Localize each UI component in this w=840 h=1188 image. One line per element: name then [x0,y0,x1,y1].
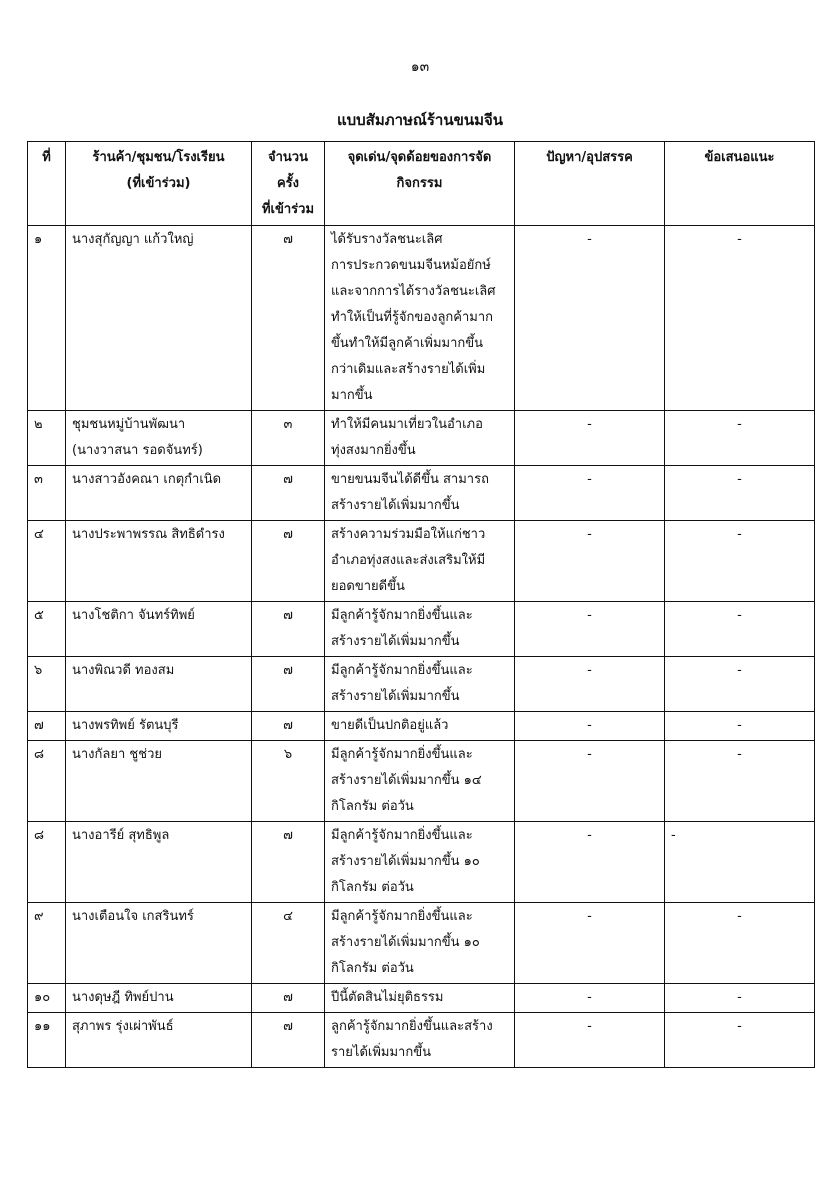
table-row [28,822,815,903]
cell-suggestions: - [665,822,815,903]
cell-no: ๗ [28,712,66,741]
cell-no: ๔ [28,521,66,602]
header-feedback: จุดเด่น/จุดด้อยของการจัด กิจกรรม [325,142,515,226]
cell-problems: - [515,1013,665,1068]
table-row [28,411,815,466]
cell-name: นางโชติกา จันทร์ทิพย์ [66,602,252,657]
cell-suggestions: - [665,226,815,411]
cell-problems: - [515,521,665,602]
cell-name: นางกัลยา ชูช่วย [66,741,252,822]
cell-no: ๖ [28,657,66,712]
cell-feedback: ลูกค้ารู้จักมากยิ่งขึ้นและสร้าง รายได้เพิ่มมากขึ้น [325,1013,515,1068]
cell-feedback: มีลูกค้ารู้จักมากยิ่งขึ้นและ สร้างรายได้เพิ่มมากขึ้น ๑๔ กิโลกรัม ต่อวัน [325,741,515,822]
cell-feedback: ปีนี้ตัดสินไม่ยุติธรรม [325,984,515,1013]
cell-count: ๗ [252,712,325,741]
cell-problems: - [515,411,665,466]
document-title: แบบสัมภาษณ์ร้านขนมจีน [336,111,504,129]
cell-name: นางประพาพรรณ สิทธิดำรง [66,521,252,602]
cell-count: ๗ [252,657,325,712]
cell-name: นางสุกัญญา แก้วใหญ่ [66,226,252,411]
header-suggestions: ข้อเสนอแนะ [665,142,815,226]
cell-feedback: มีลูกค้ารู้จักมากยิ่งขึ้นและ สร้างรายได้เพิ่มมากขึ้น [325,657,515,712]
header-count: จำนวน ครั้ง ที่เข้าร่วม [252,142,325,226]
page-number: ๑๓ [410,59,430,75]
cell-problems: - [515,712,665,741]
interview-table [27,141,815,1068]
cell-name: สุภาพร รุ่งเผ่าพันธ์ [66,1013,252,1068]
cell-feedback: มีลูกค้ารู้จักมากยิ่งขึ้นและ สร้างรายได้เพิ่มมากขึ้น [325,602,515,657]
cell-name: นางอารีย์ สุทธิพูล [66,822,252,903]
cell-name: ชุมชนหมู่บ้านพัฒนา (นางวาสนา รอดจันทร์) [66,411,252,466]
cell-feedback: ขายขนมจีนได้ดีขึ้น สามารถ สร้างรายได้เพิ่มมากขึ้น [325,466,515,521]
cell-no: ๓ [28,466,66,521]
cell-name: นางเตือนใจ เกสรินทร์ [66,903,252,984]
table-row [28,984,815,1013]
cell-no: ๒ [28,411,66,466]
cell-no: ๑๐ [28,984,66,1013]
cell-count: ๗ [252,466,325,521]
cell-count: ๗ [252,521,325,602]
cell-suggestions: - [665,521,815,602]
cell-count: ๗ [252,226,325,411]
cell-suggestions: - [665,466,815,521]
cell-problems: - [515,602,665,657]
cell-no: ๘ [28,741,66,822]
cell-no: ๑ [28,226,66,411]
cell-feedback: ขายดีเป็นปกติอยู่แล้ว [325,712,515,741]
table-row [28,226,815,411]
table-row [28,712,815,741]
table-row [28,466,815,521]
cell-problems: - [515,903,665,984]
cell-feedback: มีลูกค้ารู้จักมากยิ่งขึ้นและ สร้างรายได้เพิ่มมากขึ้น ๑๐ กิโลกรัม ต่อวัน [325,903,515,984]
cell-problems: - [515,822,665,903]
cell-suggestions: - [665,984,815,1013]
cell-count: ๔ [252,903,325,984]
cell-name: นางสาวอังคณา เกตุกำเนิด [66,466,252,521]
table-row [28,657,815,712]
header-problems: ปัญหา/อุปสรรค [515,142,665,226]
cell-count: ๖ [252,741,325,822]
header-no: ที่ [28,142,66,226]
cell-problems: - [515,466,665,521]
cell-name: นางพิณวดี ทองสม [66,657,252,712]
cell-no: ๑๑ [28,1013,66,1068]
cell-suggestions: - [665,411,815,466]
cell-feedback: มีลูกค้ารู้จักมากยิ่งขึ้นและ สร้างรายได้เพิ่มมากขึ้น ๑๐ กิโลกรัม ต่อวัน [325,822,515,903]
table-row [28,1013,815,1068]
table-header-row [28,142,815,226]
cell-count: ๗ [252,1013,325,1068]
cell-suggestions: - [665,903,815,984]
cell-problems: - [515,741,665,822]
cell-feedback: ได้รับรางวัลชนะเลิศ การประกวดขนมจีนหม้อยักษ์ และจากการได้รางวัลชนะเลิศ ทำให้เป็นที่รู้จักของลูกค้ามาก ขึ้นทำให้มีลูกค้าเพิ่มมากขึ้น กว่าเดิมและสร้างรายได้เพิ่ม มากขึ้น [325,226,515,411]
cell-name: นางดุษฎี ทิพย์ปาน [66,984,252,1013]
cell-name: นางพรทิพย์ รัตนบุรี [66,712,252,741]
cell-feedback: ทำให้มีคนมาเที่ยวในอำเภอ ทุ่งสงมากยิ่งขึ้น [325,411,515,466]
cell-feedback: สร้างความร่วมมือให้แก่ชาว อำเภอทุ่งสงและส่งเสริมให้มี ยอดขายดีขึ้น [325,521,515,602]
cell-no: ๙ [28,903,66,984]
cell-no: ๘ [28,822,66,903]
cell-suggestions: - [665,712,815,741]
cell-no: ๕ [28,602,66,657]
cell-suggestions: - [665,741,815,822]
cell-problems: - [515,984,665,1013]
cell-problems: - [515,657,665,712]
cell-problems: - [515,226,665,411]
header-name: ร้านค้า/ชุมชน/โรงเรียน (ที่เข้าร่วม) [66,142,252,226]
cell-count: ๗ [252,822,325,903]
table-row [28,903,815,984]
cell-suggestions: - [665,657,815,712]
cell-count: ๓ [252,411,325,466]
cell-suggestions: - [665,602,815,657]
cell-count: ๗ [252,602,325,657]
table-row [28,602,815,657]
table-row [28,521,815,602]
cell-suggestions: - [665,1013,815,1068]
cell-count: ๗ [252,984,325,1013]
table-row [28,741,815,822]
